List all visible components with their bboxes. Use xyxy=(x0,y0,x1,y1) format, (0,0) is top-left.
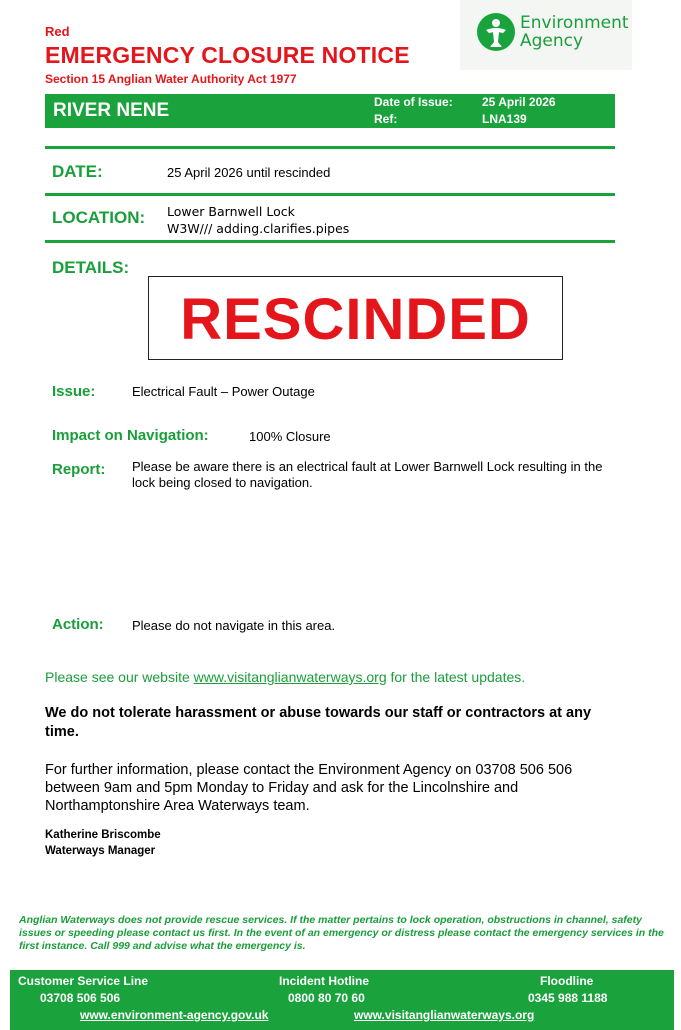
ref-value: LNA139 xyxy=(482,112,527,126)
logo-text xyxy=(520,14,629,50)
harassment-statement: We do not tolerate harassment or abuse towards our staff or contractors at any time. xyxy=(45,705,592,740)
date-of-issue-label: Date of Issue: xyxy=(374,95,453,109)
environment-agency-logo-icon xyxy=(476,12,516,52)
details-label: DETAILS: xyxy=(52,258,130,277)
action-label: Action: xyxy=(52,616,104,633)
signer-role: Waterways Manager xyxy=(45,845,156,857)
customer-service-label: Customer Service Line xyxy=(18,974,149,988)
footer-link-environment-agency[interactable]: www.environment-agency.gov.uk xyxy=(80,1008,269,1022)
alert-level: Red xyxy=(45,24,70,39)
notice-subtitle: Section 15 Anglian Water Authority Act 1977 xyxy=(45,72,297,86)
divider xyxy=(45,240,615,243)
divider xyxy=(45,146,615,149)
location-w3w: W3W/// adding.clarifies.pipes xyxy=(167,221,350,236)
date-of-issue-value: 25 April 2026 xyxy=(482,95,556,109)
report-value: Please be aware there is an electrical fault at Lower Barnwell Lock resulting in the lock being closed to navigation. xyxy=(132,459,603,490)
date-label: DATE: xyxy=(52,162,103,181)
divider xyxy=(45,193,615,196)
contact-info: For further information, please contact the Environment Agency on 03708 506 506 between 9am and 5pm Monday to Friday and ask for the Lincolnshire and Northamptonshire Area Waterways team. xyxy=(45,762,573,814)
incident-hotline-label: Incident Hotline xyxy=(279,974,369,988)
date-value: 25 April 2026 until rescinded xyxy=(167,165,331,180)
footer-link-visitanglianwaterways[interactable]: www.visitanglianwaterways.org xyxy=(354,1008,535,1022)
ref-label: Ref: xyxy=(374,112,398,126)
logo-text-line2: Agency xyxy=(520,31,584,51)
signer-name: Katherine Briscombe xyxy=(45,829,161,841)
website-note-prefix: Please see our website xyxy=(45,669,194,685)
location-label: LOCATION: xyxy=(52,208,146,227)
impact-value: 100% Closure xyxy=(249,429,331,444)
issue-label: Issue: xyxy=(52,383,96,400)
customer-service-number: 03708 506 506 xyxy=(40,991,121,1005)
floodline-number: 0345 988 1188 xyxy=(528,991,608,1005)
incident-hotline-number: 0800 80 70 60 xyxy=(288,991,365,1005)
logo-text-line1: Environment xyxy=(520,13,629,33)
impact-label: Impact on Navigation: xyxy=(52,427,209,444)
floodline-label: Floodline xyxy=(540,974,594,988)
website-link[interactable]: www.visitanglianwaterways.org xyxy=(193,669,387,685)
website-note xyxy=(45,669,525,685)
river-name: RIVER NENE xyxy=(53,100,170,121)
issue-value: Electrical Fault – Power Outage xyxy=(132,384,315,399)
location-name: Lower Barnwell Lock xyxy=(167,204,295,219)
report-label: Report: xyxy=(52,461,106,478)
action-value: Please do not navigate in this area. xyxy=(132,618,336,633)
notice-title: EMERGENCY CLOSURE NOTICE xyxy=(45,42,410,68)
website-note-suffix: for the latest updates. xyxy=(386,669,526,685)
rescue-disclaimer: Anglian Waterways does not provide rescue services. If the matter pertains to lock operation, obstructions in channel, safety issues or speeding please contact us first. In the event of an emergency or distress please contact the emergency services in the first instance. Call 999 and advise what the emergency is. xyxy=(19,914,664,952)
rescinded-stamp-text: RESCINDED xyxy=(180,287,531,352)
